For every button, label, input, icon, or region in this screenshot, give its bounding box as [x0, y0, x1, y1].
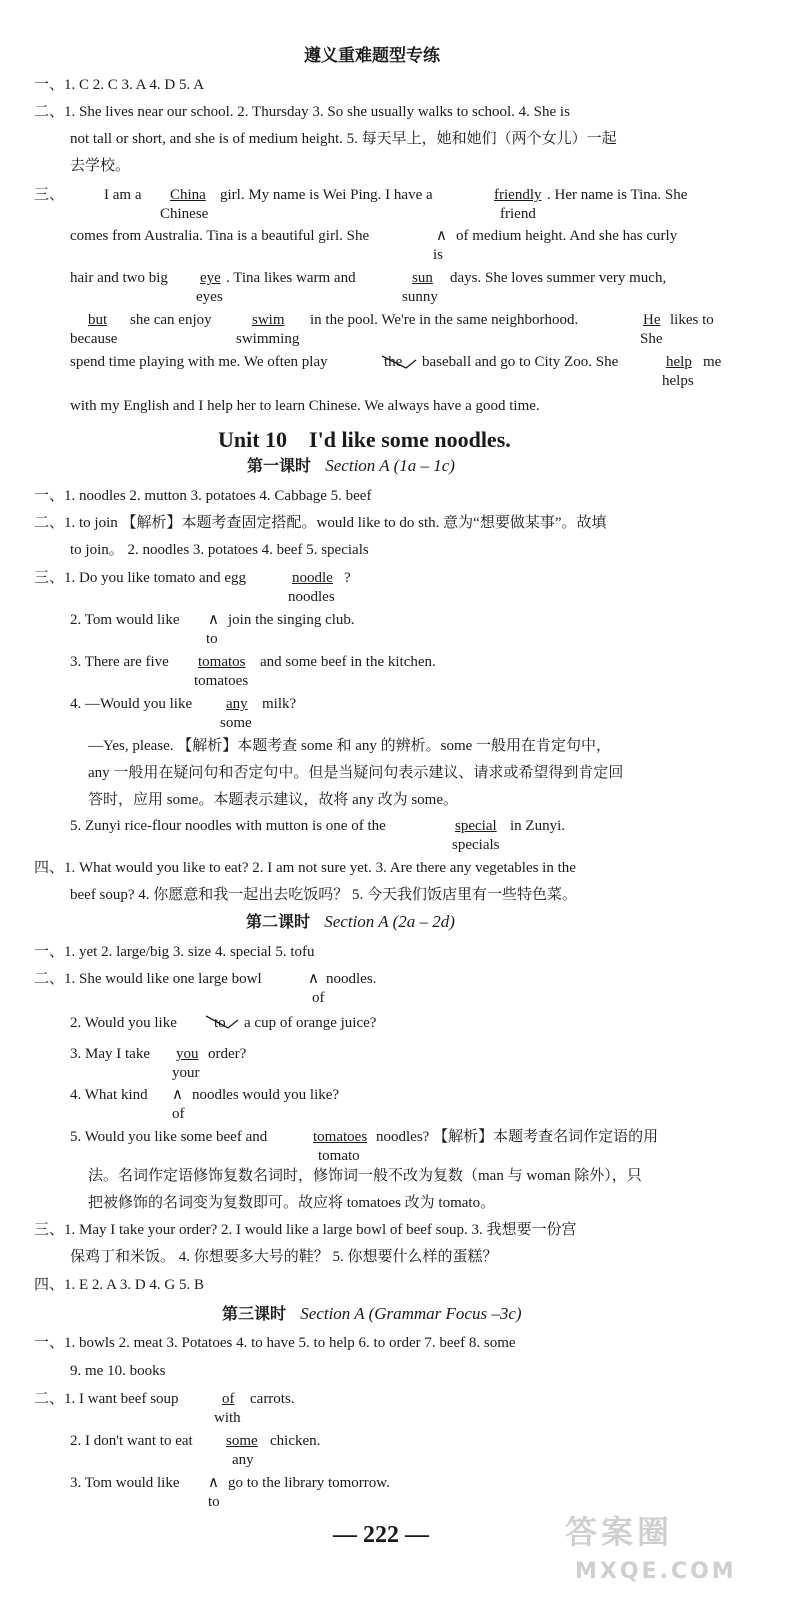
insert-mark: ∧ [308, 971, 319, 987]
error-word: of [222, 1391, 235, 1407]
question-text: join the singing club. [228, 612, 355, 628]
correction-word: with [214, 1410, 241, 1426]
answer-line: 二、1. She lives near our school. 2. Thursday 3. So she usually walks to school. 4. She is [34, 104, 570, 120]
correction-word: swimming [236, 331, 300, 347]
correction-word: specials [452, 837, 500, 853]
error-word: tomatoes [313, 1129, 368, 1145]
insert-mark: ∧ [208, 612, 219, 628]
error-word: help [666, 354, 692, 370]
passage-text: spend time playing with me. We often play [70, 354, 328, 370]
passage-text: . Tina likes warm and [226, 270, 356, 286]
lesson-title [222, 1305, 522, 1324]
error-word: special [455, 818, 497, 834]
deleted-word: to [214, 1015, 226, 1031]
passage-text: me [703, 354, 722, 370]
correction-word: sunny [402, 289, 438, 305]
answer-line: 一、1. C 2. C 3. A 4. D 5. A [34, 77, 205, 93]
error-word: tomatos [198, 654, 246, 670]
answer-line: 一、1. yet 2. large/big 3. size 4. special 5. tofu [34, 944, 315, 960]
insert-mark: ∧ [208, 1475, 219, 1491]
correction-word: any [232, 1452, 254, 1468]
correction-word: She [640, 331, 663, 347]
answer-line: 去学校。 [70, 158, 131, 174]
correction-word: tomato [318, 1148, 360, 1164]
question-text: 5. Zunyi rice-flour noodles with mutton is one of the [70, 818, 386, 834]
answer-line: 三、1. May I take your order? 2. I would like a large bowl of beef soup. 3. 我想要一份宫 [34, 1222, 577, 1238]
answer-line: 一、1. bowls 2. meat 3. Potatoes 4. to have 5. to help 6. to order 7. beef 8. some [34, 1335, 516, 1351]
question-text: ? [344, 570, 351, 586]
correction-word: your [172, 1065, 200, 1081]
answer-line: 二、1. to join 【解析】本题考查固定搭配。would like to do sth. 意为“想要做某事”。故填 [34, 515, 607, 531]
question-text: order? [208, 1046, 247, 1062]
deleted-word: the [384, 354, 403, 370]
passage-text: days. She loves summer very much, [450, 270, 667, 286]
question-text: milk? [262, 696, 297, 712]
correction-word: is [433, 247, 444, 263]
error-word: He [643, 312, 661, 328]
question-text: 二、1. She would like one large bowl [34, 971, 262, 987]
question-text: 2. I don't want to eat [70, 1433, 193, 1449]
lesson-title-en: Section A (1a – 1c) [325, 456, 455, 475]
question-text: a cup of orange juice? [244, 1015, 377, 1031]
error-word: you [176, 1046, 199, 1062]
lesson-title-cn: 第二课时 [246, 912, 311, 931]
explanation-line: —Yes, please. 【解析】本题考查 some 和 any 的辨析。some 一般用在肯定句中， [88, 738, 612, 754]
error-word: sun [412, 270, 433, 286]
correction-word: some [220, 715, 252, 731]
question-text: 4. What kind [70, 1087, 148, 1103]
watermark-url: MXQE.COM [575, 1559, 737, 1584]
passage-text: in the pool. We're in the same neighborhood. [310, 312, 579, 328]
section-label: 三、 [34, 187, 65, 203]
error-word: any [226, 696, 248, 712]
passage-text: girl. My name is Wei Ping. I have a [220, 187, 433, 203]
correction-word: of [172, 1106, 185, 1122]
lesson-title-cn: 第三课时 [222, 1304, 287, 1323]
correction-word: because [70, 331, 118, 347]
passage-text: likes to [670, 312, 714, 328]
question-text: 2. Tom would like [70, 612, 180, 628]
question-text: 二、1. I want beef soup [34, 1391, 179, 1407]
delete-mark-icon [380, 350, 418, 374]
page-number: — 222 — [333, 1522, 429, 1548]
answer-line: 9. me 10. books [70, 1363, 166, 1379]
question-text: 三、1. Do you like tomato and egg [34, 570, 247, 586]
correction-word: tomatoes [194, 673, 249, 689]
error-word: but [88, 312, 108, 328]
answer-line: 四、1. What would you like to eat? 2. I am not sure yet. 3. Are there any vegetables in the [34, 860, 576, 876]
error-word: eye [200, 270, 221, 286]
question-text: 3. There are five [70, 654, 169, 670]
explanation-line: 答时，应用 some。本题表示建议，故将 any 改为 some。 [88, 792, 458, 808]
unit-title: Unit 10 I'd like some noodles. [218, 427, 511, 452]
insert-mark: ∧ [172, 1087, 183, 1103]
delete-mark-icon [204, 1010, 240, 1034]
lesson-title-cn: 第一课时 [247, 456, 312, 475]
passage-text: I am a [104, 187, 142, 203]
correction-word: to [206, 631, 218, 647]
correction-word: Chinese [160, 206, 209, 222]
question-text: carrots. [250, 1391, 295, 1407]
lesson-title-en: Section A (Grammar Focus –3c) [300, 1304, 522, 1323]
answer-line: 四、1. E 2. A 3. D 4. G 5. B [34, 1277, 205, 1293]
question-text: 2. Would you like [70, 1015, 177, 1031]
correction-word: friend [500, 206, 536, 222]
explanation-line: 把被修饰的名词变为复数即可。故应将 tomatoes 改为 tomato。 [88, 1195, 496, 1211]
question-text: and some beef in the kitchen. [260, 654, 436, 670]
question-text: 3. May I take [70, 1046, 150, 1062]
question-text: noodles. [326, 971, 377, 987]
passage-text: baseball and go to City Zoo. She [422, 354, 619, 370]
correction-word: eyes [196, 289, 223, 305]
lesson-title [246, 913, 455, 932]
lesson-title [247, 457, 455, 476]
explanation-line: 法。名词作定语修饰复数名词时，修饰词一般不改为复数（man 与 woman 除外），只 [88, 1168, 642, 1184]
passage-text: hair and two big [70, 270, 168, 286]
question-text: noodles? 【解析】本题考查名词作定语的用 [376, 1129, 659, 1145]
question-text: 5. Would you like some beef and [70, 1129, 268, 1145]
correction-word: helps [662, 373, 694, 389]
answer-line: 一、1. noodles 2. mutton 3. potatoes 4. Cabbage 5. beef [34, 488, 372, 504]
passage-text: of medium height. And she has curly [456, 228, 678, 244]
question-text: 4. —Would you like [70, 696, 193, 712]
answer-line: to join。 2. noodles 3. potatoes 4. beef 5. specials [70, 542, 369, 558]
question-text: chicken. [270, 1433, 321, 1449]
question-text: noodles would you like? [192, 1087, 340, 1103]
passage-text: . Her name is Tina. She [547, 187, 688, 203]
passage-text: comes from Australia. Tina is a beautiful girl. She [70, 228, 370, 244]
correction-word: of [312, 990, 325, 1006]
error-word: noodle [292, 570, 333, 586]
answer-line: 保鸡丁和米饭。 4. 你想要多大号的鞋？ 5. 你想要什么样的蛋糕？ [70, 1249, 498, 1265]
error-word: some [226, 1433, 258, 1449]
lesson-title-en: Section A (2a – 2d) [324, 912, 455, 931]
question-text: go to the library tomorrow. [228, 1475, 390, 1491]
passage-text: she can enjoy [130, 312, 212, 328]
error-word: China [170, 187, 206, 203]
section-title: 遵义重难题型专练 [304, 46, 440, 66]
error-word: swim [252, 312, 285, 328]
answer-line: not tall or short, and she is of medium height. 5. 每天早上，她和她们（两个女儿）一起 [70, 131, 617, 147]
explanation-line: any 一般用在疑问句和否定句中。但是当疑问句表示建议、请求或希望得到肯定回 [88, 765, 624, 781]
watermark-logo: 答案圈 [565, 1513, 674, 1551]
question-text: in Zunyi. [510, 818, 565, 834]
correction-word: noodles [288, 589, 335, 605]
question-text: 3. Tom would like [70, 1475, 180, 1491]
insert-mark: ∧ [436, 228, 447, 244]
answer-line: beef soup? 4. 你愿意和我一起出去吃饭吗？ 5. 今天我们饭店里有一些特色菜。 [70, 887, 578, 903]
correction-word: to [208, 1494, 220, 1510]
error-word: friendly [494, 187, 542, 203]
passage-text: with my English and I help her to learn Chinese. We always have a good time. [70, 398, 540, 414]
